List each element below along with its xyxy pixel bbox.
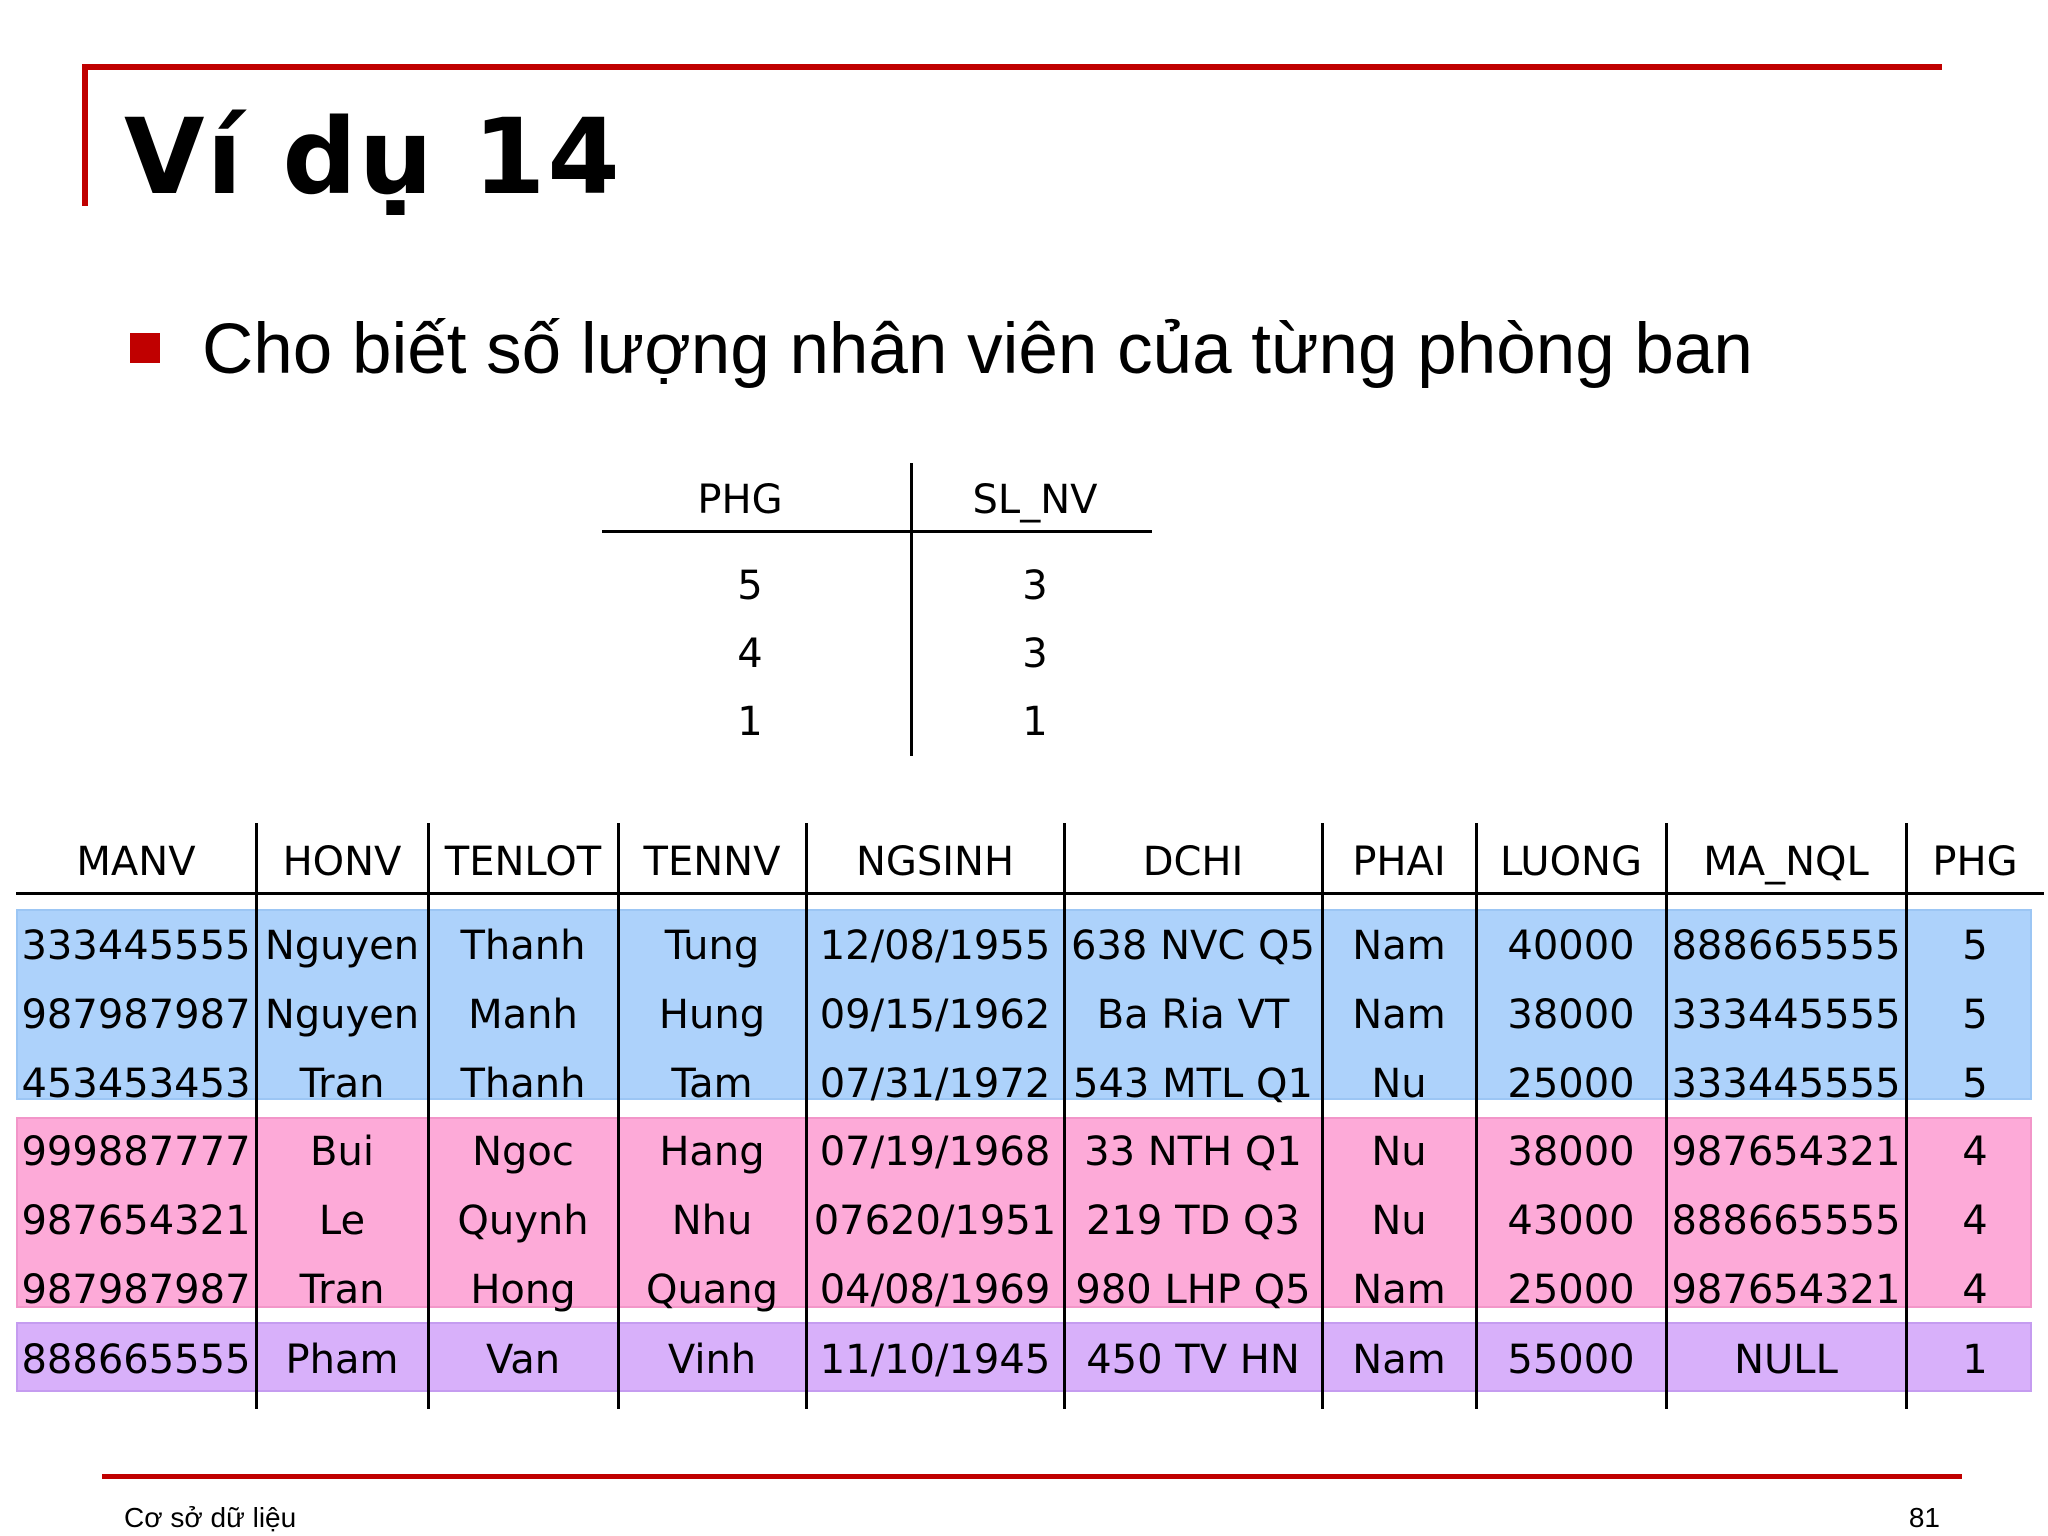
table-cell: 999887777 bbox=[21, 1129, 251, 1175]
table-cell: Ba Ria VT bbox=[1096, 992, 1290, 1038]
footer-rule bbox=[102, 1474, 1962, 1479]
table-cell: Quang bbox=[645, 1267, 779, 1313]
column-header-manv: MANV bbox=[76, 839, 196, 885]
table-cell: 543 MTL Q1 bbox=[1073, 1061, 1313, 1107]
column-divider bbox=[255, 823, 258, 1409]
table-cell: Vinh bbox=[667, 1337, 757, 1383]
table-cell: 5 bbox=[1962, 992, 1988, 1038]
table-cell: Nguyen bbox=[264, 923, 420, 969]
table-cell: Nu bbox=[1371, 1198, 1427, 1244]
table-cell: 12/08/1955 bbox=[819, 923, 1051, 969]
column-header-ma-nql: MA_NQL bbox=[1703, 839, 1869, 885]
table-cell: Nam bbox=[1352, 1267, 1446, 1313]
table-cell: 987987987 bbox=[21, 992, 251, 1038]
column-divider bbox=[617, 823, 620, 1409]
column-divider bbox=[427, 823, 430, 1409]
column-header-phai: PHAI bbox=[1352, 839, 1446, 885]
table-cell: Tran bbox=[299, 1267, 385, 1313]
result-cell: 3 bbox=[1022, 631, 1048, 677]
table-cell: 888665555 bbox=[1671, 1198, 1901, 1244]
table-cell: 43000 bbox=[1507, 1198, 1635, 1244]
table-cell: Quynh bbox=[457, 1198, 589, 1244]
table-cell: 4 bbox=[1962, 1198, 1988, 1244]
column-header-dchi: DCHI bbox=[1142, 839, 1244, 885]
table-cell: 07/19/1968 bbox=[819, 1129, 1051, 1175]
column-divider bbox=[805, 823, 808, 1409]
result-cell: 4 bbox=[737, 631, 763, 677]
table-cell: Nam bbox=[1352, 923, 1446, 969]
table-cell: 4 bbox=[1962, 1129, 1988, 1175]
table-cell: Hang bbox=[659, 1129, 765, 1175]
table-cell: 40000 bbox=[1507, 923, 1635, 969]
table-cell: Tam bbox=[671, 1061, 753, 1107]
table-cell: 987654321 bbox=[1671, 1129, 1901, 1175]
table-cell: 09/15/1962 bbox=[819, 992, 1051, 1038]
column-divider bbox=[1905, 823, 1908, 1409]
table-cell: 1 bbox=[1962, 1337, 1988, 1383]
table-cell: 333445555 bbox=[21, 923, 251, 969]
table-cell: 4 bbox=[1962, 1267, 1988, 1313]
result-cell: 1 bbox=[1022, 699, 1048, 745]
column-header-luong: LUONG bbox=[1500, 839, 1642, 885]
table-cell: 888665555 bbox=[1671, 923, 1901, 969]
table-cell: Hong bbox=[470, 1267, 576, 1313]
table-cell: 07/31/1972 bbox=[819, 1061, 1051, 1107]
column-header-honv: HONV bbox=[282, 839, 402, 885]
footer-course-name: Cơ sở dữ liệu bbox=[124, 1502, 297, 1533]
table-cell: Van bbox=[485, 1337, 561, 1383]
column-header-phg: PHG bbox=[1932, 839, 2018, 885]
table-cell: Le bbox=[318, 1198, 366, 1244]
result-cell: 5 bbox=[737, 563, 763, 609]
title-top-rule bbox=[82, 64, 1942, 70]
table-cell: 987654321 bbox=[1671, 1267, 1901, 1313]
table-cell: 25000 bbox=[1507, 1061, 1635, 1107]
table-cell: NULL bbox=[1734, 1337, 1838, 1383]
result-column-divider bbox=[910, 463, 913, 756]
employee-header-rule bbox=[16, 892, 2044, 895]
bullet-text: Cho biết số lượng nhân viên của từng phòng ban bbox=[202, 310, 1753, 389]
table-cell: 5 bbox=[1962, 923, 1988, 969]
table-cell: 453453453 bbox=[21, 1061, 251, 1107]
table-cell: 38000 bbox=[1507, 992, 1635, 1038]
table-cell: 11/10/1945 bbox=[819, 1337, 1051, 1383]
result-header-rule bbox=[602, 530, 1152, 533]
table-cell: 219 TD Q3 bbox=[1086, 1198, 1300, 1244]
column-header-tennv: TENNV bbox=[643, 839, 781, 885]
table-cell: Nu bbox=[1371, 1129, 1427, 1175]
column-header-tenlot: TENLOT bbox=[444, 839, 602, 885]
table-cell: 33 NTH Q1 bbox=[1084, 1129, 1302, 1175]
page-number: 81 bbox=[1908, 1502, 1940, 1533]
table-cell: 638 NVC Q5 bbox=[1071, 923, 1315, 969]
column-divider bbox=[1321, 823, 1324, 1409]
bullet-square-icon bbox=[130, 333, 160, 363]
table-cell: Bui bbox=[310, 1129, 374, 1175]
table-cell: Tran bbox=[299, 1061, 385, 1107]
table-cell: 04/08/1969 bbox=[819, 1267, 1051, 1313]
table-cell: 987654321 bbox=[21, 1198, 251, 1244]
table-cell: 07620/1951 bbox=[813, 1198, 1057, 1244]
column-divider bbox=[1063, 823, 1066, 1409]
table-cell: Thanh bbox=[460, 923, 586, 969]
result-cell: 3 bbox=[1022, 563, 1048, 609]
table-cell: 980 LHP Q5 bbox=[1075, 1267, 1311, 1313]
table-cell: Nam bbox=[1352, 1337, 1446, 1383]
table-cell: Nhu bbox=[671, 1198, 753, 1244]
table-cell: Tung bbox=[664, 923, 760, 969]
column-header-ngsinh: NGSINH bbox=[855, 839, 1015, 885]
column-divider bbox=[1475, 823, 1478, 1409]
table-cell: Nguyen bbox=[264, 992, 420, 1038]
table-cell: 450 TV HN bbox=[1086, 1337, 1300, 1383]
table-cell: 888665555 bbox=[21, 1337, 251, 1383]
table-cell: Nam bbox=[1352, 992, 1446, 1038]
slide-title: Ví dụ 14 bbox=[124, 96, 622, 218]
column-divider bbox=[1665, 823, 1668, 1409]
table-cell: Hung bbox=[658, 992, 766, 1038]
table-cell: Pham bbox=[285, 1337, 399, 1383]
table-cell: 55000 bbox=[1507, 1337, 1635, 1383]
table-cell: 333445555 bbox=[1671, 992, 1901, 1038]
result-header-sl-nv: SL_NV bbox=[972, 477, 1098, 523]
table-cell: 333445555 bbox=[1671, 1061, 1901, 1107]
table-cell: 987987987 bbox=[21, 1267, 251, 1313]
table-cell: Nu bbox=[1371, 1061, 1427, 1107]
table-cell: Thanh bbox=[460, 1061, 586, 1107]
table-cell: Ngoc bbox=[472, 1129, 574, 1175]
result-header-phg: PHG bbox=[697, 477, 783, 523]
table-cell: Manh bbox=[468, 992, 578, 1038]
table-cell: 25000 bbox=[1507, 1267, 1635, 1313]
title-side-rule bbox=[82, 64, 88, 206]
result-cell: 1 bbox=[737, 699, 763, 745]
table-cell: 38000 bbox=[1507, 1129, 1635, 1175]
table-cell: 5 bbox=[1962, 1061, 1988, 1107]
